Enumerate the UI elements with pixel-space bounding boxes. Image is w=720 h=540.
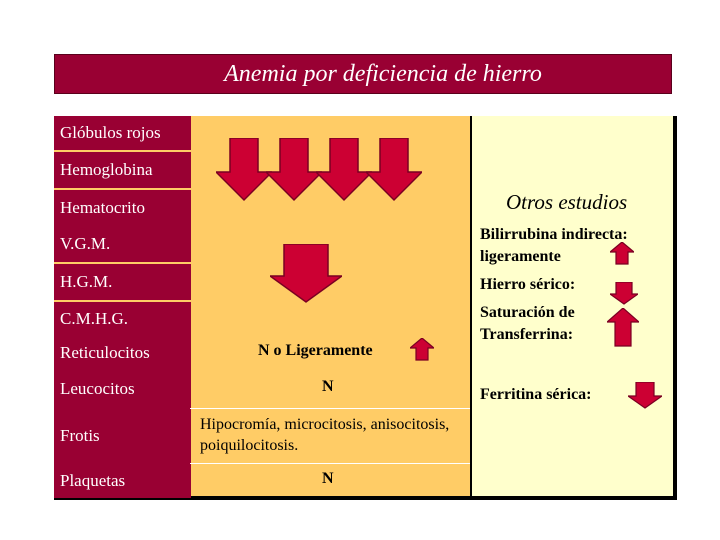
arrow-down-icon [610, 282, 638, 306]
bilirrubina-detail: ligeramente [480, 248, 561, 265]
row-label-hgm: H.G.M. [54, 264, 191, 300]
title-bar [54, 54, 672, 94]
arrow-down-icon [216, 138, 272, 202]
row-label-leucocitos: Leucocitos [54, 370, 191, 408]
arrow-down-icon [366, 138, 422, 202]
saturacion-detail: Transferrina: [480, 326, 574, 343]
leucocitos-value: N [322, 378, 334, 395]
row-label-hematocrito: Hematocrito [54, 190, 191, 226]
row-label-plaquetas: Plaquetas [54, 464, 191, 498]
arrow-down-icon [628, 382, 662, 410]
row-label-hemoglobina: Hemoglobina [54, 152, 191, 188]
saturacion-label: Saturación de [480, 304, 575, 321]
plaquetas-value: N [322, 470, 334, 487]
arrow-up-icon [607, 308, 639, 348]
row-label-vgm: V.G.M. [54, 226, 191, 262]
row-label-globulos: Glóbulos rojos [54, 116, 191, 150]
arrow-down-icon [266, 138, 322, 202]
page-title: Anemia por deficiencia de hierro [224, 60, 542, 87]
arrow-up-icon [410, 338, 434, 362]
frotis-value: Hipocromía, microcitosis, anisocitosis, poiquilocitosis. [200, 416, 450, 454]
row-label-reticulocitos: Reticulocitos [54, 336, 191, 370]
row-label-frotis: Frotis [54, 408, 191, 464]
reticulocitos-value: N o Ligeramente [258, 342, 373, 359]
bilirrubina-label: Bilirrubina indirecta: [480, 226, 628, 243]
arrow-down-icon [316, 138, 372, 202]
row-divider [190, 408, 470, 409]
row-label-cmhg: C.M.H.G. [54, 302, 191, 336]
arrow-up-icon [610, 242, 634, 266]
arrow-down-icon [270, 244, 342, 304]
column-divider [470, 116, 472, 500]
ferritina-label: Ferritina sérica: [480, 386, 592, 403]
row-divider [190, 463, 470, 464]
hierro-label: Hierro sérico: [480, 276, 576, 293]
other-studies-title: Otros estudios [506, 190, 628, 214]
